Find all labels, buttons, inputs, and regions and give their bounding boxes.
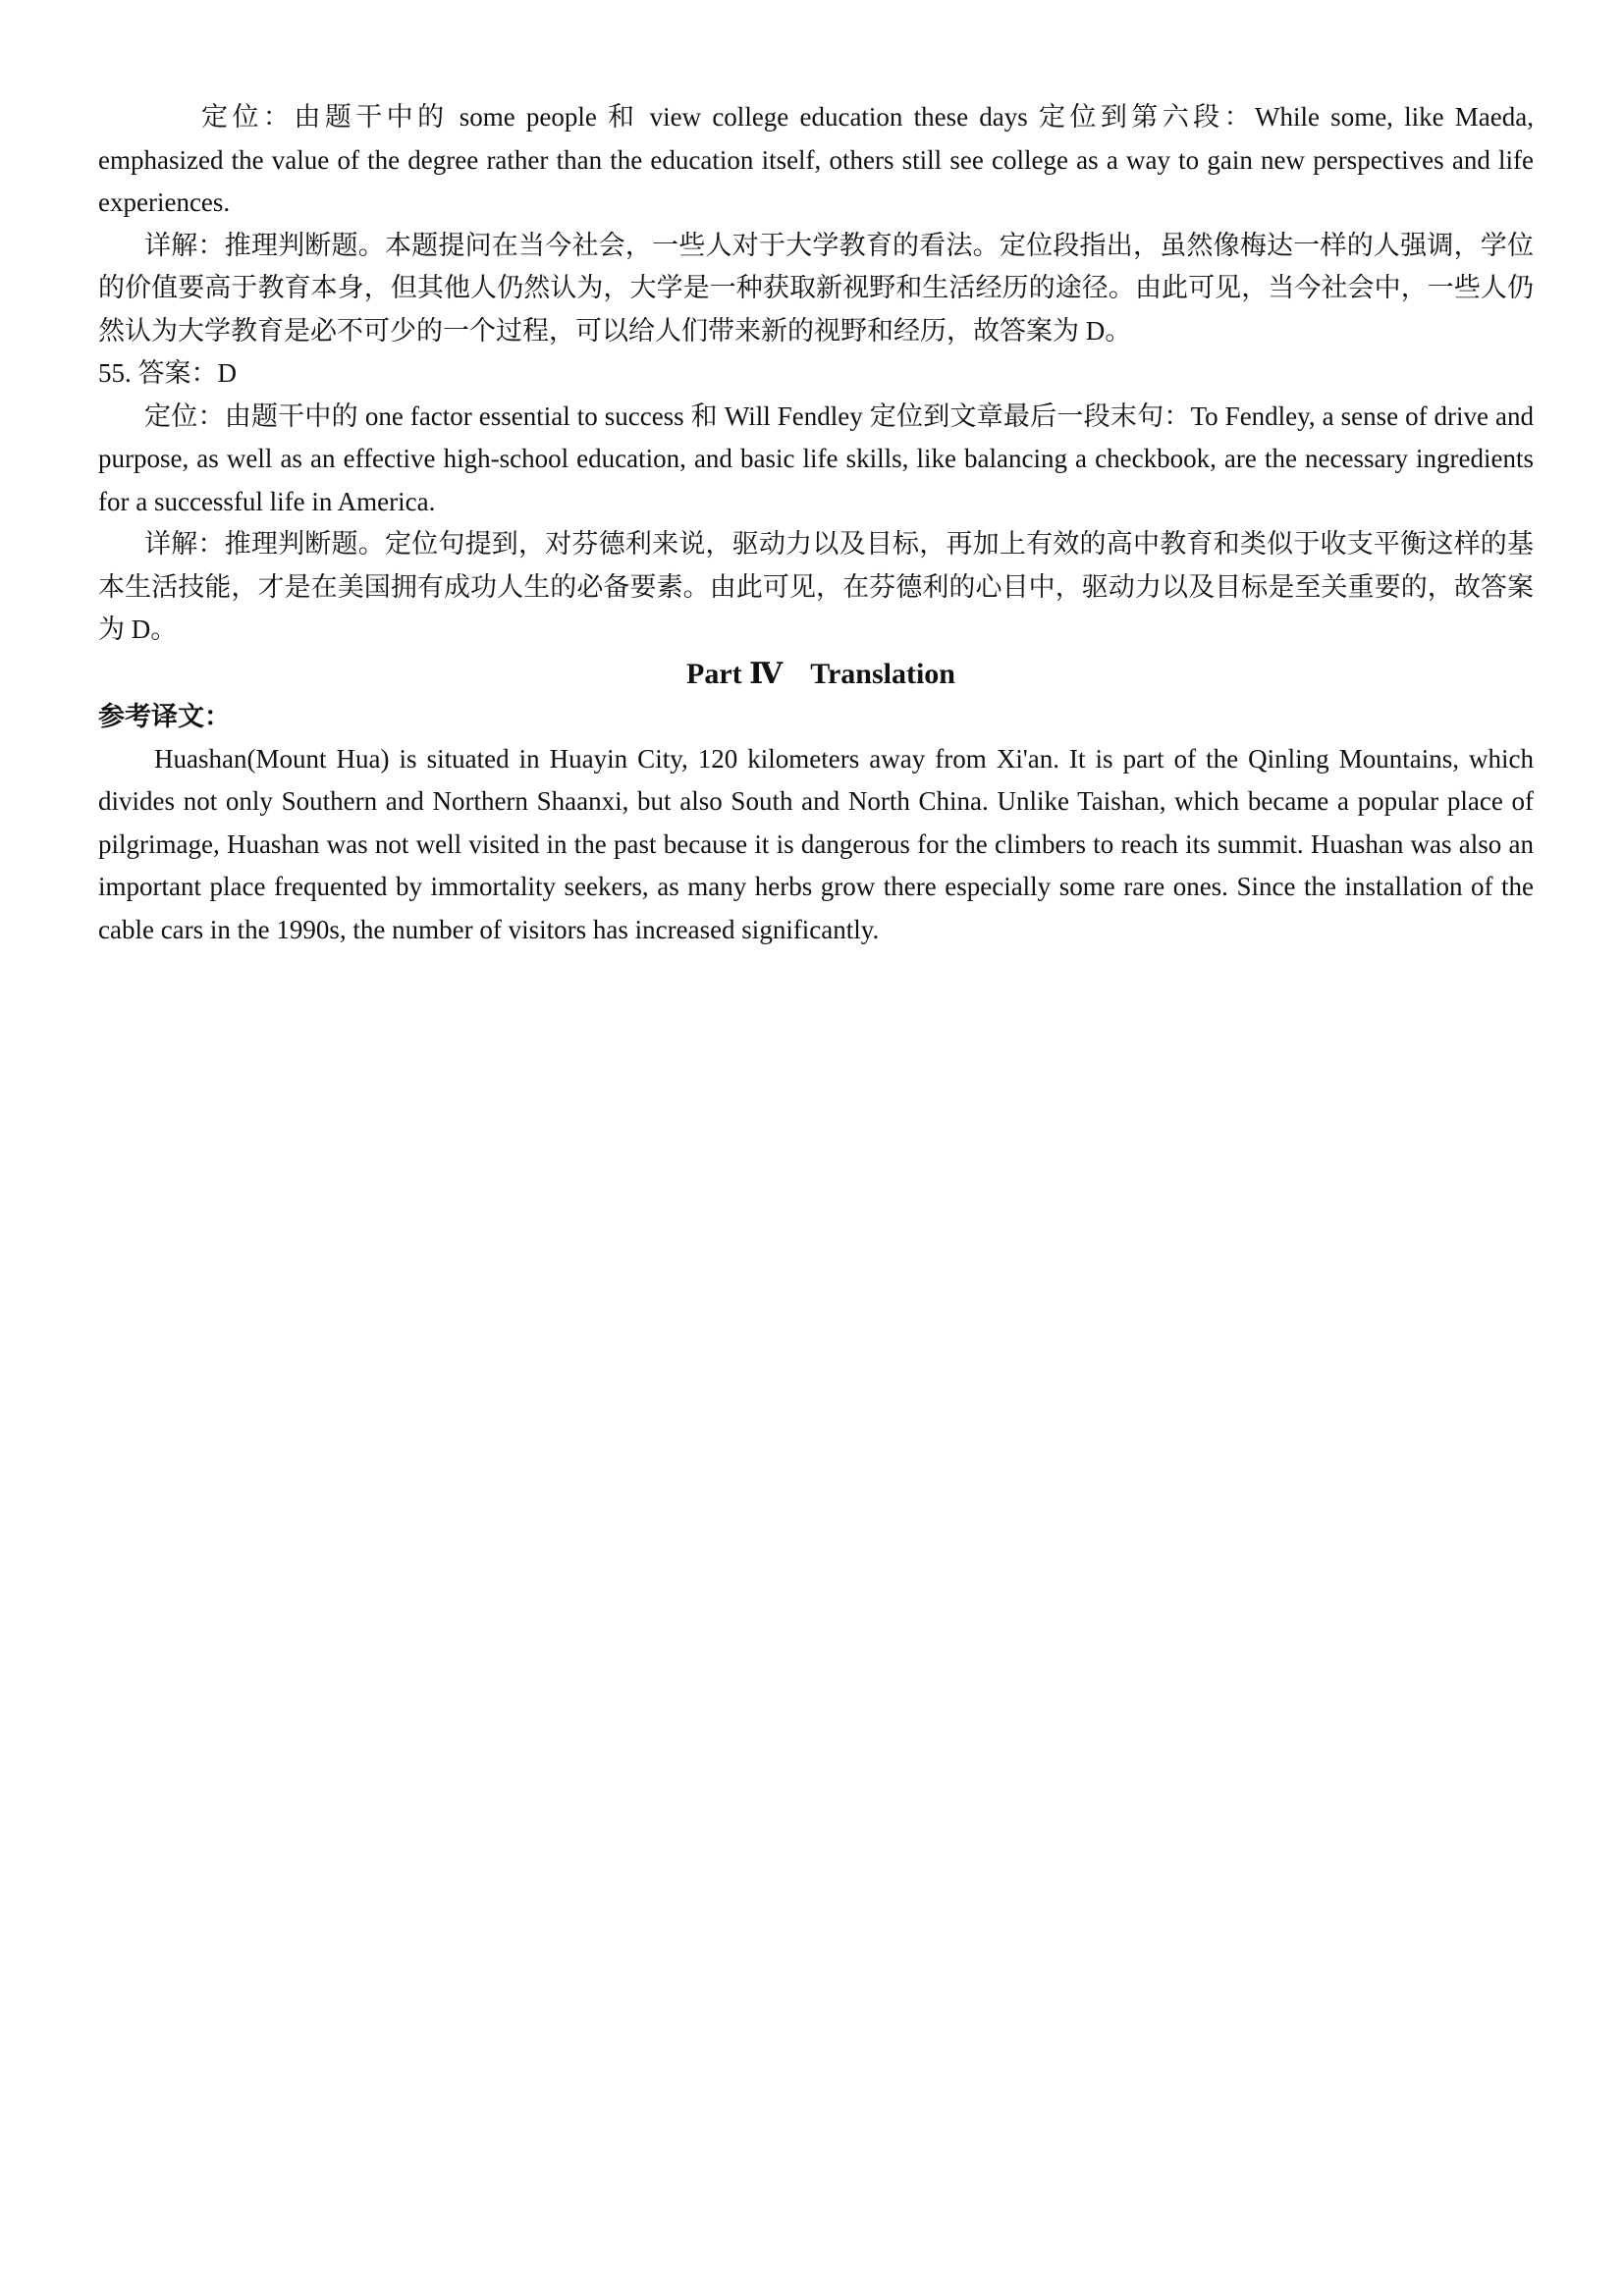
q55-explanation-paragraph: 详解：推理判断题。定位句提到，对芬德利来说，驱动力以及目标，再加上有效的高中教育和类似于收支平衡这样的基本生活技能，才是在美国拥有成功人生的必备要素。由此可见，在芬德利的心目中，驱动力以及目标是至关重要的，故答案为 D。 [98, 529, 1534, 644]
translation-paragraph: Huashan(Mount Hua) is situated in Huayin City, 120 kilometers away from Xi'an. It is part of the Qinling Mountains, which divides not only Southern and Northern Shaanxi, but also South and North China. Unlike Taishan, which became a popular place of pilgrimage, Huashan was not well visited in the past because it is dangerous for the climbers to reach its summit. Huashan was also an important place frequented by immortality seekers, as many herbs grow there especially some rare ones. Since the installation of the cable cars in the 1990s, the number of visitors has increased significantly. [98, 743, 1534, 944]
q55-locate-paragraph: 定位：由题干中的 one factor essential to success 和 Will Fendley 定位到文章最后一段末句：To Fendley, a sense of drive and purpose, as well as an effective high-school education, and basic life skills, like balancing a checkbook, are the necessary ingredients for a successful life in America. [98, 400, 1534, 516]
part-name: Translation [810, 657, 955, 690]
q54-locate-paragraph: 定位：由题干中的 some people 和 view college education these days 定位到第六段：While some, like Maeda, emphasized the value of the degree rather than the education itself, others still see college as a way to gain new perspectives and life experiences. [98, 102, 1534, 217]
q54-explanation-paragraph: 详解：推理判断题。本题提问在当今社会，一些人对于大学教育的看法。定位段指出，虽然像梅达一样的人强调，学位的价值要高于教育本身，但其他人仍然认为，大学是一种获取新视野和生活经历的途径。由此可见，当今社会中，一些人仍然认为大学教育是必不可少的一个过程，可以给人们带来新的视野和经历，故答案为 D。 [98, 230, 1534, 346]
part-heading [98, 652, 1534, 697]
q55-answer-line: 55. 答案：D [98, 358, 237, 388]
part-number: Part Ⅳ [686, 657, 784, 690]
reference-translation-label: 参考译文： [98, 701, 231, 732]
document-page [98, 96, 1534, 951]
